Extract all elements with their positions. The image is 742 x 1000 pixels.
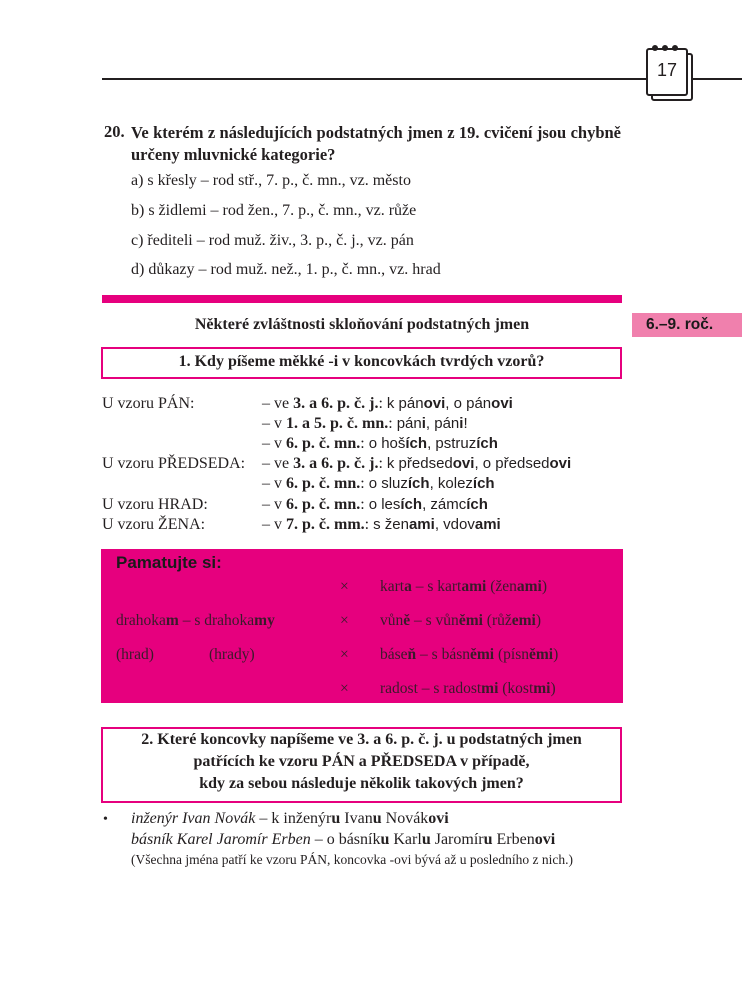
- section-divider: [102, 295, 622, 303]
- exercise-number: 20.: [104, 122, 125, 141]
- cross-icon: ×: [340, 680, 349, 697]
- question-2-line-1: 2. Které koncovky napíšeme ve 3. a 6. p. č. j. u podstatných jmen: [141, 731, 582, 748]
- page-number: 17: [656, 60, 678, 80]
- ring-icon: [652, 45, 658, 51]
- memo-example-radost: radost – s radostmi (kostmi): [380, 680, 556, 697]
- rule-label-predseda: U vzoru PŘEDSEDA:: [102, 455, 246, 472]
- remember-title: Pamatujte si:: [116, 553, 222, 572]
- memo-hrady: (hrady): [209, 646, 255, 663]
- rule-pan-1: – ve 3. a 6. p. č. j.: k pánovi, o pánovi: [262, 395, 513, 412]
- memo-example-vune: vůně – s vůněmi (růžemi): [380, 612, 542, 629]
- rule-predseda-2: – v 6. p. č. mn.: o sluzích, kolezích: [262, 475, 495, 492]
- cross-icon: ×: [340, 578, 349, 595]
- cross-icon: ×: [340, 612, 349, 629]
- option-d: d) důkazy – rod muž. než., 1. p., č. mn., vz. hrad: [131, 261, 441, 278]
- option-a: a) s křesly – rod stř., 7. p., č. mn., vz. město: [131, 172, 411, 189]
- rule-zena-1: – v 7. p. č. mm.: s ženami, vdovami: [262, 516, 501, 533]
- ring-icon: [662, 45, 668, 51]
- question-2-line-3: kdy za sebou následuje několik takových jmen?: [199, 775, 524, 792]
- question-2-line-2: patřících ke vzoru PÁN a PŘEDSEDA v případě,: [193, 753, 530, 770]
- memo-example-drahokam: drahokam – s drahokamy: [116, 612, 275, 629]
- rule-label-pan: U vzoru PÁN:: [102, 395, 195, 412]
- rule-label-zena: U vzoru ŽENA:: [102, 516, 206, 533]
- memo-example-basen: báseň – s básněmi (písněmi): [380, 646, 559, 663]
- memo-hrad: (hrad): [116, 646, 154, 663]
- option-c: c) řediteli – rod muž. živ., 3. p., č. j., vz. pán: [131, 232, 414, 249]
- bullet-icon: •: [103, 812, 108, 827]
- exercise-question: Ve kterém z následujících podstatných jmen z 19. cvičení jsou chybně určeny mluvnické kategorie?: [131, 123, 621, 164]
- grade-tag: 6.–9. roč.: [632, 313, 742, 337]
- example-erben: básník Karel Jaromír Erben – o básníku Karlu Jaromíru Erbenovi: [131, 831, 556, 848]
- rule-pan-3: – v 6. p. č. mn.: o hoších, pstruzích: [262, 435, 498, 452]
- example-novak: inženýr Ivan Novák – k inženýru Ivanu Novákovi: [131, 810, 449, 827]
- ring-icon: [672, 45, 678, 51]
- rule-label-hrad: U vzoru HRAD:: [102, 496, 208, 513]
- rule-pan-2: – v 1. a 5. p. č. mn.: páni, páni!: [262, 415, 468, 432]
- example-note: (Všechna jména patří ke vzoru PÁN, koncovka -ovi bývá až u posledního z nich.): [131, 852, 573, 867]
- memo-example-karta: karta – s kartami (ženami): [380, 578, 548, 595]
- rule-predseda-1: – ve 3. a 6. p. č. j.: k předsedovi, o předsedovi: [262, 455, 572, 472]
- question-1: 1. Kdy píšeme měkké -i v koncovkách tvrdých vzorů?: [178, 353, 545, 370]
- rule-hrad-1: – v 6. p. č. mn.: o lesích, zámcích: [262, 496, 488, 513]
- option-b: b) s židlemi – rod žen., 7. p., č. mn., vz. růže: [131, 202, 417, 219]
- cross-icon: ×: [340, 646, 349, 663]
- section-title: Některé zvláštnosti skloňování podstatných jmen: [194, 316, 530, 333]
